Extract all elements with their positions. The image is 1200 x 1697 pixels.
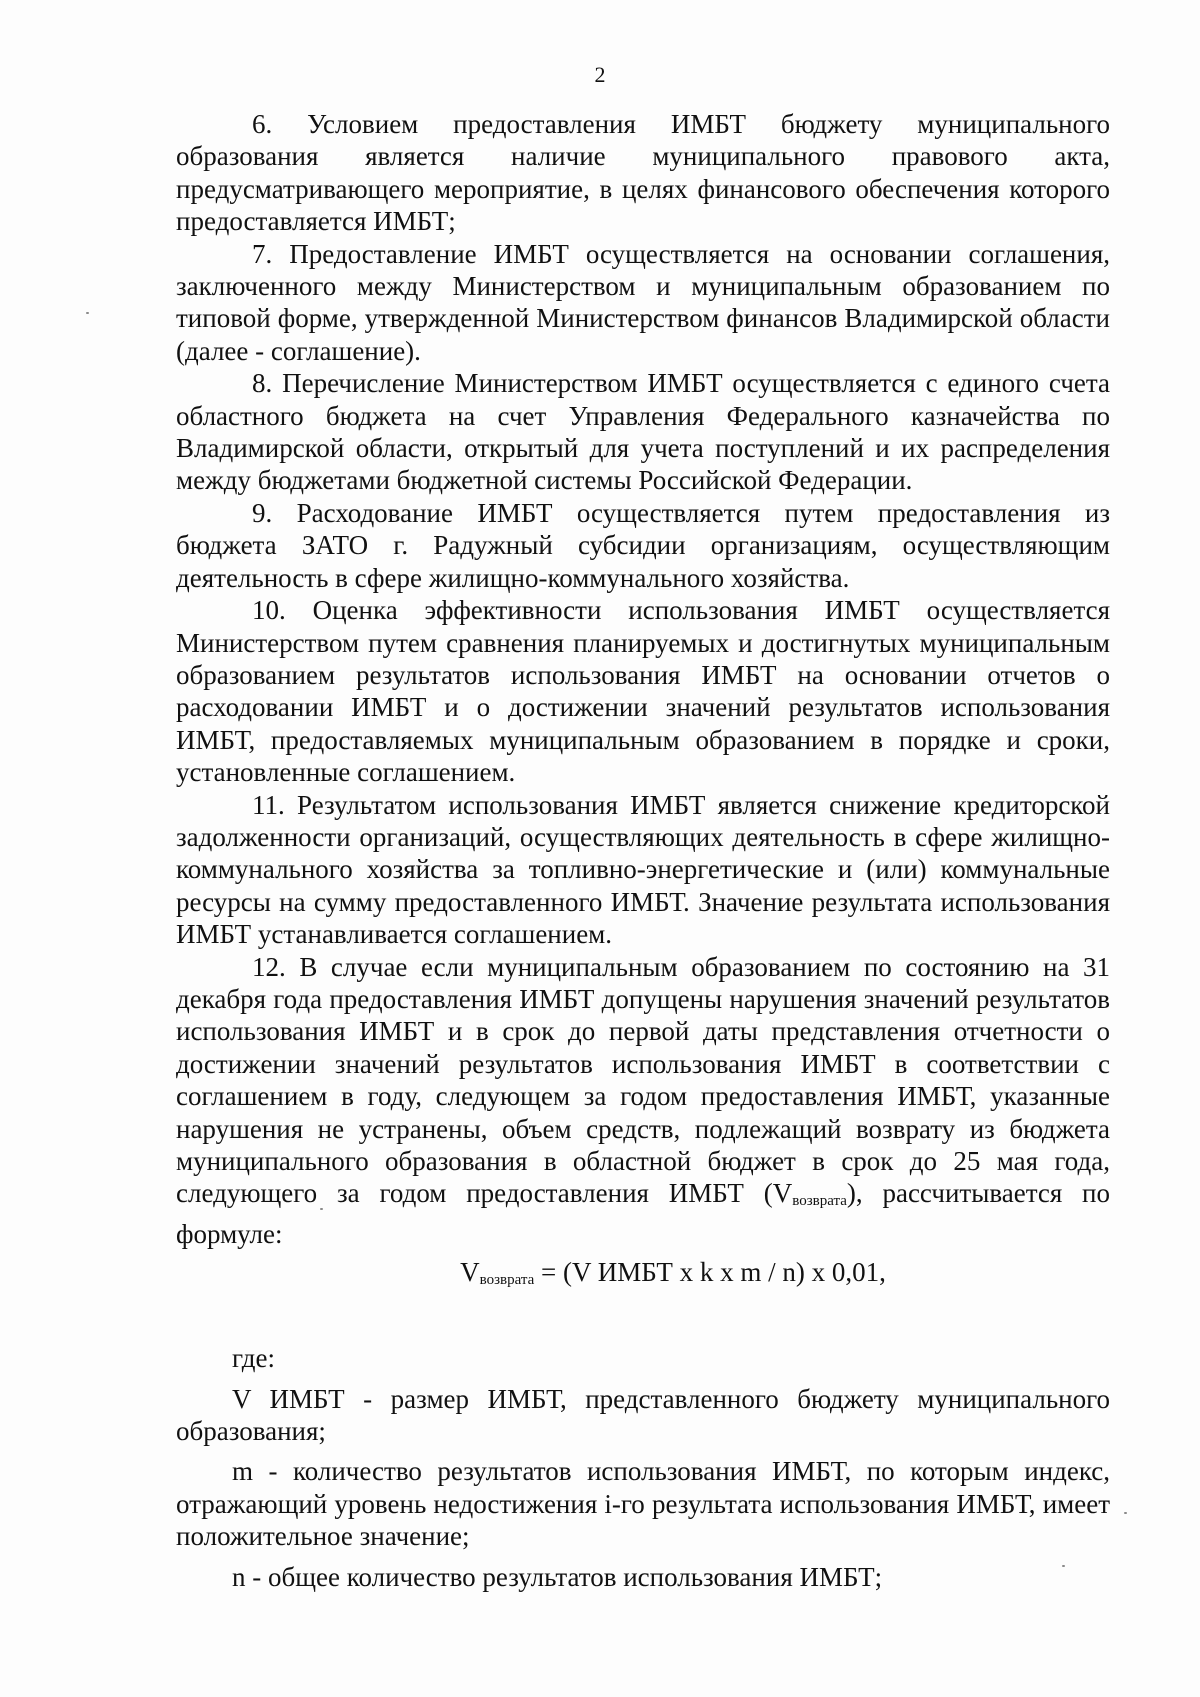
formula-rhs: = (V ИМБТ x k x m / n) x 0,01, [534, 1257, 886, 1288]
return-formula [236, 1256, 1110, 1296]
paragraph-9: 9. Расходование ИМБТ осуществляется путем предоставления из бюджета ЗАТО г. Радужный субсидии организациям, осуществляющим деятельность в сфере жилищно-коммунального хозяйства. [176, 497, 1110, 593]
document-body [176, 108, 1110, 1601]
paragraph-11: 11. Результатом использования ИМБТ является снижение кредиторской задолженности организаций, осуществляющих деятельность в сфере жилищно-коммунального хозяйства за топливно-энергетические и (или) коммунальные ресурсы на сумму предоставленного ИМБТ. Значение результата использования ИМБТ устанавливается соглашением. [176, 789, 1110, 950]
scan-speck [1062, 1565, 1065, 1567]
definition-m: m - количество результатов использования ИМБТ, по которым индекс, отражающий уровень недостижения i-го результата использования ИМБТ, имеет положительное значение; [176, 1456, 1110, 1552]
paragraph-6: 6. Условием предоставления ИМБТ бюджету муниципального образования является наличие муниципального правового акта, предусматривающего мероприятие, в целях финансового обеспечения которого предоставляется ИМБТ; [176, 109, 1110, 237]
scan-speck [1124, 1512, 1127, 1514]
paragraph-7: 7. Предоставление ИМБТ осуществляется на основании соглашения, заключенного между Министерством и муниципальным образованием по типовой форме, утвержденной Министерством финансов Владимирской области (далее - соглашение). [176, 238, 1110, 366]
paragraph-10: 10. Оценка эффективности использования ИМБТ осуществляется Министерством путем сравнения планируемых и достигнутых муниципальным образованием результатов использования ИМБТ на основании отчетов о расходовании ИМБТ и о достижении значений результатов использования ИМБТ, предоставляемых муниципальным образованием в порядке и сроки, установленные соглашением. [176, 595, 1110, 788]
paragraph-8: 8. Перечисление Министерством ИМБТ осуществляется с единого счета областного бюджета на счет Управления Федерального казначейства по Владимирской области, открытый для учета поступлений и их распределения между бюджетами бюджетной системы Российской Федерации. [176, 368, 1110, 496]
paragraph-12-text: 12. В случае если муниципальным образованием по состоянию на 31 декабря года предоставления ИМБТ допущены нарушения значений результатов использования ИМБТ и в срок до первой даты представления отчетности о достижении значений результатов использования ИМБТ в соответствии с соглашением в году, следующем за годом предоставления ИМБТ, указанные нарушения не устранены, объем средств, подлежащий возврату из бюджета муниципального образования в областной бюджет в срок до 25 мая года, следующего за годом предоставления ИМБТ (V [176, 951, 1110, 1209]
formula-lhs-subscript: возврата [479, 1272, 535, 1289]
definition-n: n - общее количество результатов использования ИМБТ; [232, 1561, 883, 1592]
definition-v-imbt: V ИМБТ - размер ИМБТ, представленного бюджету муниципального образования; [176, 1383, 1110, 1447]
scan-speck [86, 312, 89, 314]
paragraph-12 [176, 951, 1110, 1251]
where-label: где: [232, 1343, 275, 1374]
paragraph-12-tail: ), рассчитывается по формуле: [176, 1178, 1111, 1249]
formula-lhs: V [460, 1257, 480, 1288]
paragraph-12-subscript: возврата [792, 1193, 847, 1210]
scan-speck [320, 1208, 323, 1210]
page-number: 2 [594, 62, 606, 87]
